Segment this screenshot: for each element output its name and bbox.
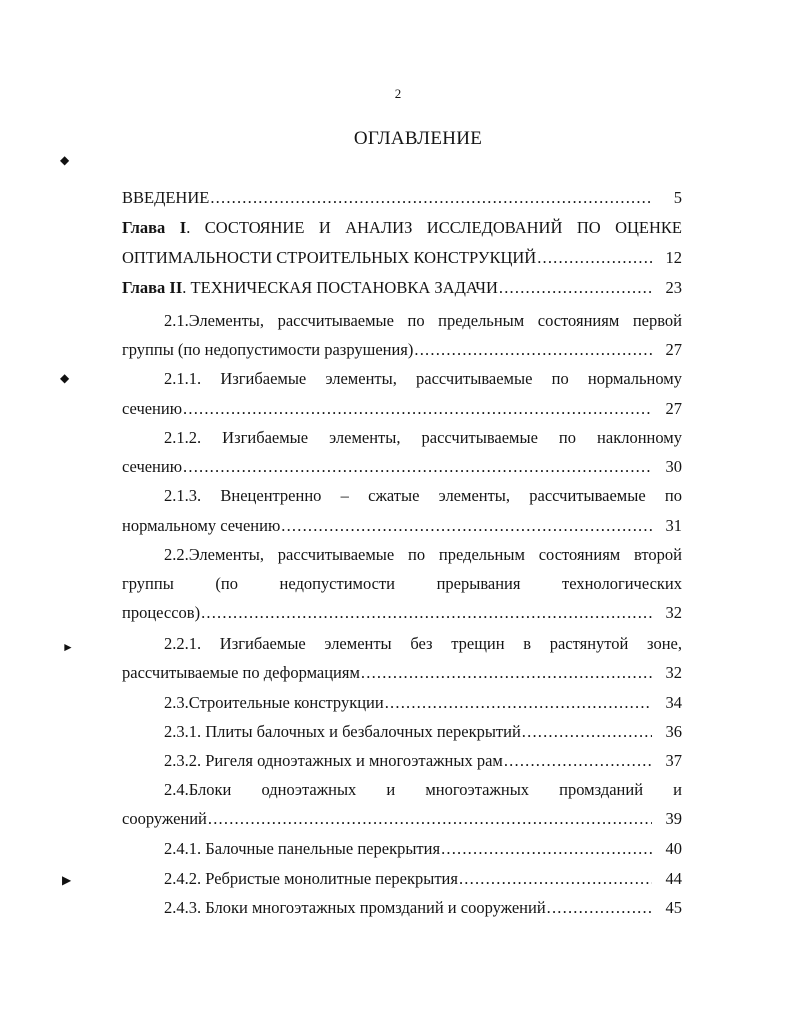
dot-leader [459, 867, 652, 891]
toc-entry-intro[interactable] [122, 186, 682, 210]
dot-leader [522, 720, 652, 744]
toc-entry-2-2[interactable] [164, 543, 682, 567]
scan-mark-icon: ◆ [60, 153, 70, 167]
toc-entry-text: 2.1.1. Изгибаемые элементы, рассчитываемые по нормальному [164, 369, 682, 388]
toc-page-number: 45 [665, 898, 682, 917]
dot-leader [441, 837, 652, 861]
toc-page-number: 30 [665, 457, 682, 476]
toc-page-number: 44 [665, 869, 682, 888]
toc-entry-2-1-1[interactable] [164, 367, 682, 391]
toc-entry-chapter-1-cont[interactable] [122, 246, 682, 270]
toc-entry-text: сечению [122, 457, 183, 476]
toc-entry-text: ВВЕДЕНИЕ [122, 188, 210, 207]
toc-entry-text: процессов) [122, 603, 201, 622]
toc-entry-text: группы (по недопустимости прерывания технологических [122, 574, 682, 593]
toc-page-number: 31 [665, 516, 682, 535]
dot-leader [281, 514, 652, 538]
dot-leader [414, 338, 652, 362]
toc-entry-2-2-cont2[interactable] [122, 601, 682, 625]
toc-entry-chapter-2[interactable] [122, 276, 682, 300]
toc-entry-text: сооружений [122, 809, 207, 828]
toc-page-number: 32 [665, 603, 682, 622]
toc-page-number: 23 [665, 278, 682, 297]
toc-page-number: 34 [665, 693, 682, 712]
toc-entry-2-1-3[interactable] [164, 484, 682, 508]
dot-leader [210, 186, 652, 210]
toc-page-number: 40 [665, 839, 682, 858]
dot-leader [361, 661, 652, 685]
toc-page-number: 36 [665, 722, 682, 741]
toc-entry-2-4-2[interactable] [164, 867, 682, 891]
toc-entry-text: 2.2.1. Изгибаемые элементы без трещин в растянутой зоне, [164, 634, 682, 653]
toc-entry-text: группы (по недопустимости разрушения) [122, 340, 414, 359]
toc-page-number: 37 [665, 751, 682, 770]
toc-entry-text: 2.2.Элементы, рассчитываемые по предельным состояниям второй [164, 545, 682, 564]
toc-entry-text: ОПТИМАЛЬНОСТИ СТРОИТЕЛЬНЫХ КОНСТРУКЦИЙ [122, 248, 537, 267]
scan-mark-icon: ▶ [62, 873, 72, 887]
page-title: ОГЛАВЛЕНИЕ [353, 128, 483, 149]
toc-entry-2-1-cont[interactable] [122, 338, 682, 362]
toc-entry-text: рассчитываемые по деформациям [122, 663, 360, 682]
dot-leader [499, 276, 652, 300]
dot-leader [201, 601, 652, 625]
scan-mark-icon: ◆ [60, 371, 70, 385]
dot-leader [537, 246, 652, 270]
toc-entry-text: 2.4.3. Блоки многоэтажных промзданий и сооружений [164, 898, 546, 917]
toc-entry-text: 2.3.1. Плиты балочных и безбалочных перекрытий [164, 722, 521, 741]
dot-leader [547, 896, 652, 920]
toc-entry-2-4-1[interactable] [164, 837, 682, 861]
toc-entry-text: 2.1.2. Изгибаемые элементы, рассчитываемые по наклонному [164, 428, 682, 447]
toc-entry-2-4-cont[interactable] [122, 807, 682, 831]
toc-entry-2-3-2[interactable] [164, 749, 682, 773]
toc-entry-2-4-3[interactable] [164, 896, 682, 920]
toc-page-number: 27 [665, 399, 682, 418]
toc-page-number: 27 [665, 340, 682, 359]
toc-entry-2-3[interactable] [164, 691, 682, 715]
page-number: 2 [394, 86, 402, 101]
toc-page-number: 39 [665, 809, 682, 828]
toc-entry-2-2-1-cont[interactable] [122, 661, 682, 685]
toc-entry-2-4[interactable] [164, 778, 682, 802]
dot-leader [385, 691, 652, 715]
toc-page-number: 32 [665, 663, 682, 682]
toc-entry-2-1-2[interactable] [164, 426, 682, 450]
toc-page-number: 12 [665, 248, 682, 267]
toc-entry-2-2-cont[interactable] [122, 572, 682, 596]
toc-entry-2-3-1[interactable] [164, 720, 682, 744]
toc-entry-text: 2.4.2. Ребристые монолитные перекрытия [164, 869, 458, 888]
dot-leader [504, 749, 652, 773]
toc-entry-text: 2.3.Строительные конструкции [164, 693, 384, 712]
toc-entry-2-1[interactable] [164, 309, 682, 333]
toc-entry-text: . ТЕХНИЧЕСКАЯ ПОСТАНОВКА ЗАДАЧИ [182, 278, 498, 297]
chapter-label: Глава II [122, 278, 183, 297]
dot-leader [183, 397, 652, 421]
toc-entry-text: нормальному сечению [122, 516, 281, 535]
toc-entry-text: 2.4.Блоки одноэтажных и многоэтажных промзданий и [164, 780, 682, 799]
scan-mark-icon: ► [62, 640, 74, 654]
dot-leader [208, 807, 652, 831]
toc-entry-chapter-1[interactable] [122, 216, 682, 240]
toc-page-number: 5 [673, 188, 682, 207]
toc-entry-text: 2.1.Элементы, рассчитываемые по предельным состояниям первой [164, 311, 682, 330]
toc-entry-text: 2.3.2. Ригеля одноэтажных и многоэтажных рам [164, 751, 503, 770]
chapter-label: Глава I [122, 218, 187, 237]
toc-entry-2-1-3-cont[interactable] [122, 514, 682, 538]
toc-entry-2-1-1-cont[interactable] [122, 397, 682, 421]
toc-entry-2-2-1[interactable] [164, 632, 682, 656]
toc-entry-text: 2.1.3. Внецентренно – сжатые элементы, рассчитываемые по [164, 486, 682, 505]
toc-entry-2-1-2-cont[interactable] [122, 455, 682, 479]
toc-entry-text: . СОСТОЯНИЕ И АНАЛИЗ ИССЛЕДОВАНИЙ ПО ОЦЕНКЕ [186, 218, 683, 237]
dot-leader [183, 455, 652, 479]
toc-entry-text: сечению [122, 399, 183, 418]
toc-entry-text: 2.4.1. Балочные панельные перекрытия [164, 839, 441, 858]
